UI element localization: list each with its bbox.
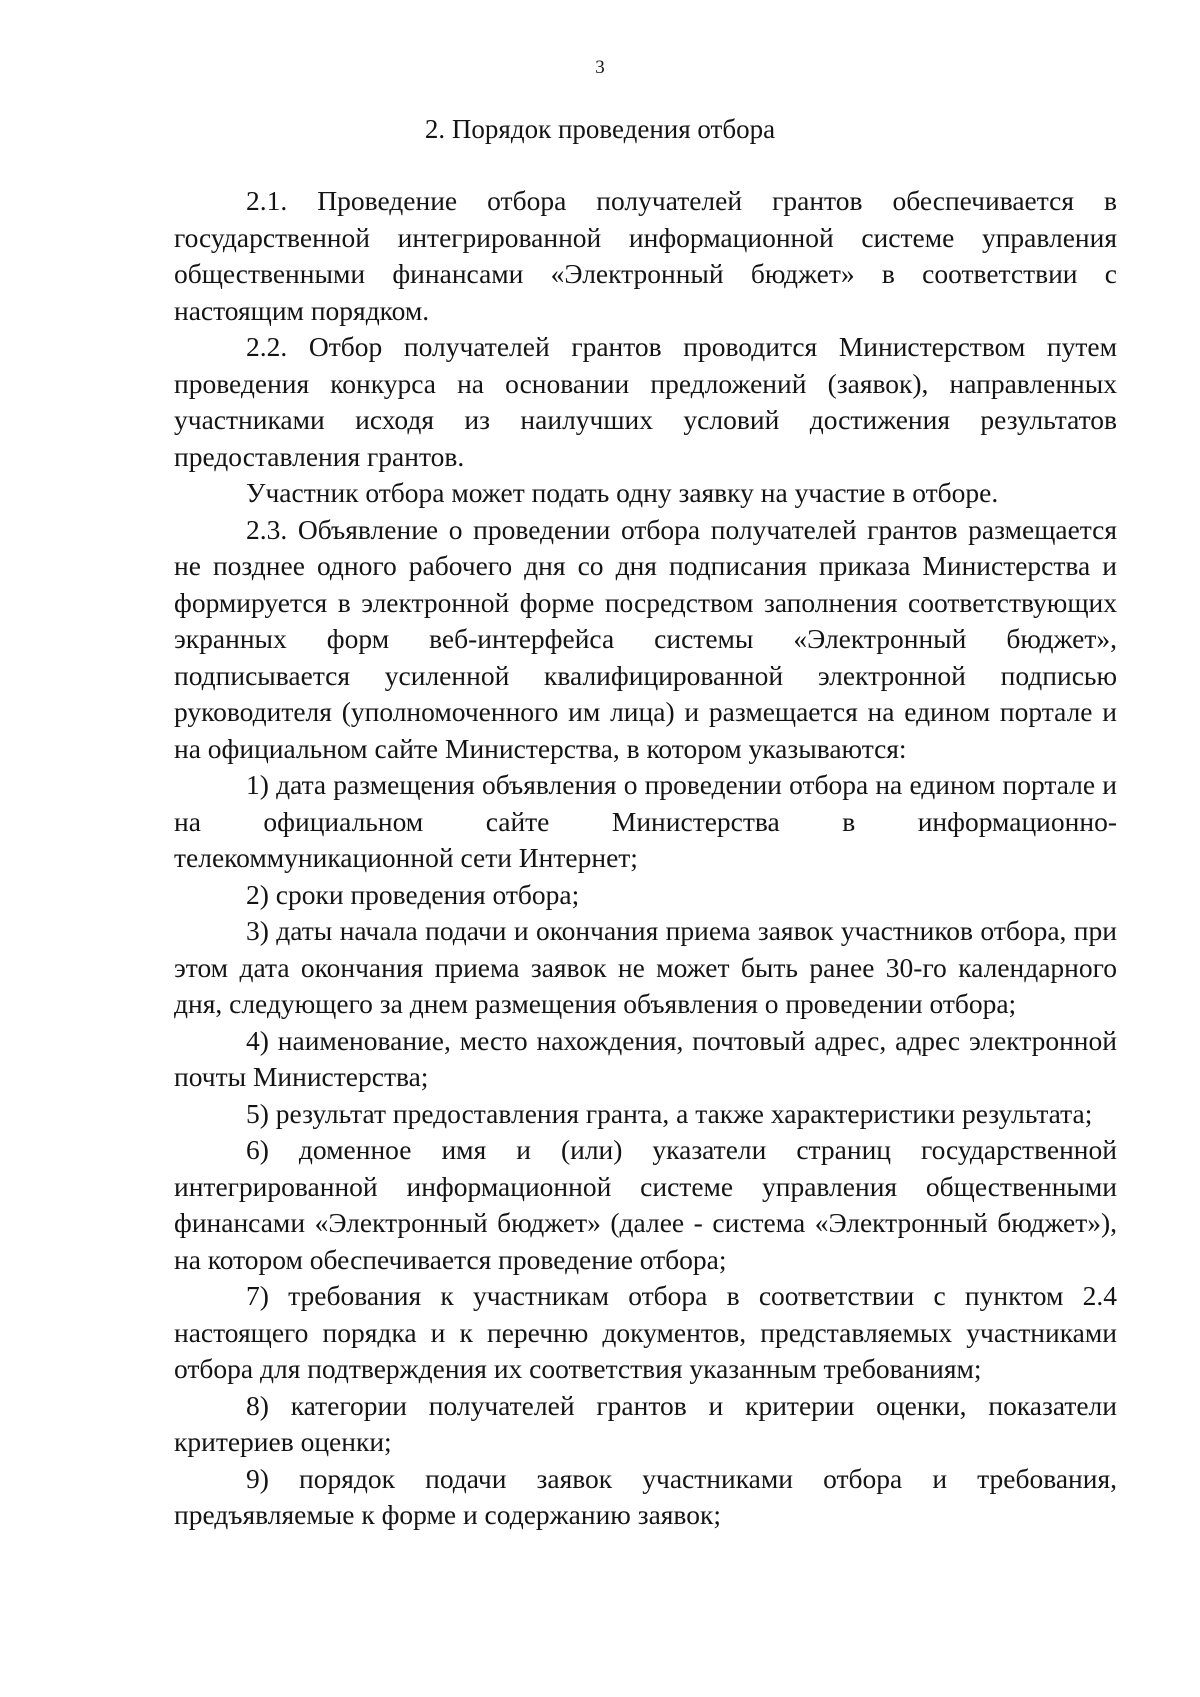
list-item-1: 1) дата размещения объявления о проведении отбора на едином портале и на официальном сайте Министерства в информационно-телекоммуникационной сети Интернет;: [174, 769, 1117, 873]
document-body: [174, 183, 1117, 1534]
paragraph-2-1: 2.1. Проведение отбора получателей грантов обеспечивается в государственной интегрированной информационной системе управления общественными финансами «Электронный бюджет» в соответствии с настоящим порядком.: [174, 185, 1117, 326]
list-item-7: 7) требования к участникам отбора в соответствии с пунктом 2.4 настоящего порядка и к перечню документов, представляемых участниками отбора для подтверждения их соответствия указанным требованиям;: [174, 1280, 1117, 1384]
paragraph-2-3: 2.3. Объявление о проведении отбора получателей грантов размещается не позднее одного рабочего дня со дня подписания приказа Министерства и формируется в электронной форме посредством заполнения соответствующих экранных форм веб-интерфейса системы «Электронный бюджет», подписывается усиленной квалифицированной электронной подписью руководителя (уполномоченного им лица) и размещается на едином портале и на официальном сайте Министерства, в котором указываются:: [174, 513, 1117, 764]
list-item-3: 3) даты начала подачи и окончания приема заявок участников отбора, при этом дата окончания приема заявок не может быть ранее 30-го календарного дня, следующего за днем размещения объявления о проведении отбора;: [174, 915, 1117, 1019]
page-number: 3: [595, 57, 605, 78]
list-item-9: 9) порядок подачи заявок участниками отбора и требования, предъявляемые к форме и содержанию заявок;: [174, 1462, 1117, 1530]
list-item-8: 8) категории получателей грантов и критерии оценки, показатели критериев оценки;: [174, 1389, 1117, 1457]
list-item-2: 2) сроки проведения отбора;: [246, 878, 580, 910]
list-item-6: 6) доменное имя и (или) указатели страниц государственной интегрированной информационной системе управления общественными финансами «Электронный бюджет» (далее - система «Электронный бюджет»), на котором обеспечивается проведение отбора;: [174, 1134, 1117, 1275]
paragraph-participant-note: Участник отбора может подать одну заявку на участие в отборе.: [246, 477, 999, 508]
section-title: 2. Порядок проведения отбора: [424, 114, 776, 144]
paragraph-2-2: 2.2. Отбор получателей грантов проводится Министерством путем проведения конкурса на основании предложений (заявок), направленных участниками исходя из наилучших условий достижения результатов предоставления грантов.: [174, 331, 1117, 472]
list-item-4: 4) наименование, место нахождения, почтовый адрес, адрес электронной почты Министерства;: [174, 1024, 1117, 1092]
list-item-5: 5) результат предоставления гранта, а также характеристики результата;: [246, 1097, 1093, 1129]
